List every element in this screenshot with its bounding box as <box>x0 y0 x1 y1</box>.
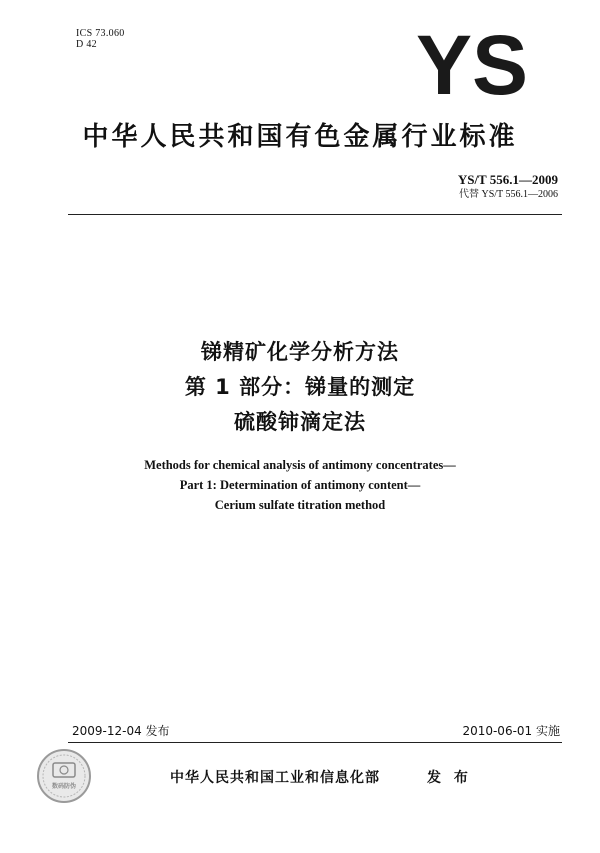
seal-text: 数码防伪 <box>51 783 76 790</box>
bottom-divider <box>68 742 562 743</box>
standard-code-block <box>458 172 558 201</box>
title-zh-line1: 锑精矿化学分析方法 <box>201 340 399 364</box>
replaces-code: 代替 YS/T 556.1—2006 <box>459 189 558 200</box>
seal-emblem-icon <box>36 748 92 804</box>
implement-date: 2010-06-01 实施 <box>462 724 560 738</box>
publish-date: 2009-12-04 发布 <box>72 724 170 738</box>
ys-logo <box>410 30 534 98</box>
title-en-line2: Part 1: Determination of antimony content— <box>179 478 421 492</box>
standard-code: YS/T 556.1—2009 <box>457 172 558 187</box>
ys-logo-text: YS <box>415 30 529 98</box>
top-divider <box>68 214 562 215</box>
ccs-code: D 42 <box>76 39 97 50</box>
title-zh-line2: 第 1 部分：锑量的测定 <box>184 375 416 399</box>
ics-code: ICS 73.060 <box>76 28 125 39</box>
classification-codes <box>76 28 125 50</box>
title-en-line1: Methods for chemical analysis of antimony concentrates— <box>144 458 456 472</box>
issuing-authority: 中华人民共和国工业和信息化部 <box>170 770 380 786</box>
standard-title: 中华人民共和国有色金属行业标准 <box>82 122 518 152</box>
title-zh-line3: 硫酸铈滴定法 <box>234 410 366 434</box>
anti-counterfeit-seal <box>36 748 92 804</box>
title-en-line3: Cerium sulfate titration method <box>214 498 386 512</box>
issue-label: 发 布 <box>427 770 472 786</box>
